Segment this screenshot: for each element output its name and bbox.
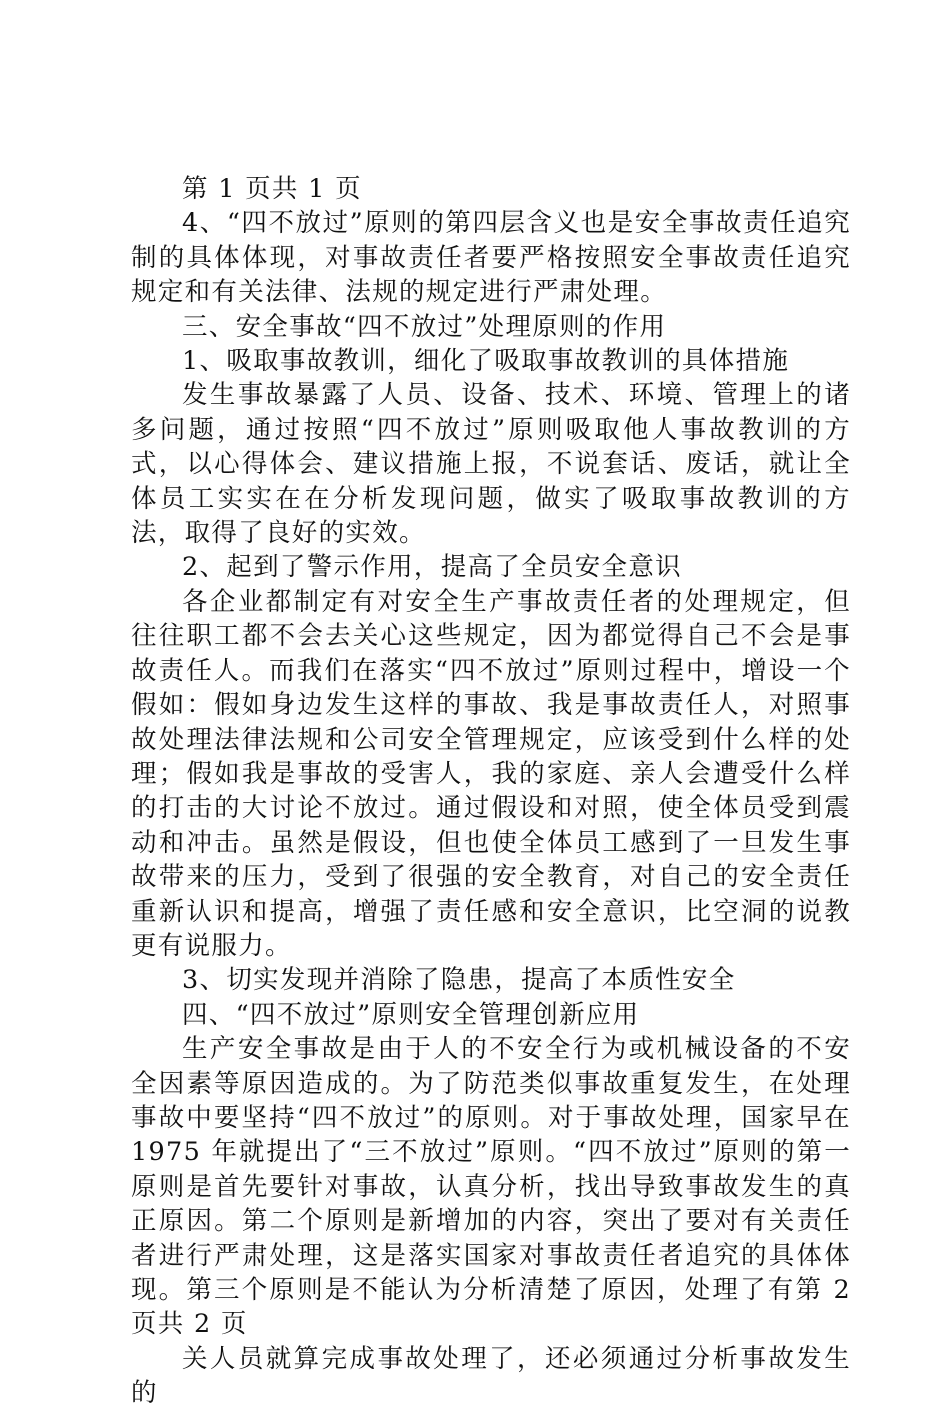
subsection-heading: 3、切实发现并消除了隐患，提高了本质性安全 (182, 965, 736, 996)
body-paragraph: 4、“四不放过”原则的第四层含义也是安全事故责任追究制的具体体现，对事故责任者要严格按照安全事故责任追究规定和有关法律、法规的规定进行严肃处理。 (131, 208, 851, 308)
subsection-heading: 2、起到了警示作用，提高了全员安全意识 (182, 552, 682, 583)
body-paragraph: 发生事故暴露了人员、设备、技术、环境、管理上的诸多问题，通过按照“四不放过”原则吸取他人事故教训的方式，以心得体会、建议措施上报，不说套话、废话，就让全体员工实实在在分析发现问题，做实了吸取事故教训的方法，取得了良好的实效。 (131, 380, 851, 549)
body-paragraph: 各企业都制定有对安全生产事故责任者的处理规定，但往往职工都不会去关心这些规定，因为都觉得自己不会是事故责任人。而我们在落实“四不放过”原则过程中，增设一个假如：假如身边发生这样的事故、我是事故责任人，对照事故处理法律法规和公司安全管理规定，应该受到什么样的处理；假如我是事故的受害人，我的家庭、亲人会遭受什么样的打击的大讨论不放过。通过假设和对照，使全体员受到震动和冲击。虽然是假设，但也使全体员工感到了一旦发生事故带来的压力，受到了很强的安全教育，对自己的安全责任重新认识和提高，增强了责任感和安全意识，比空洞的说教更有说服力。 (131, 586, 851, 961)
section-heading: 三、安全事故“四不放过”处理原则的作用 (182, 311, 667, 342)
subsection-heading: 1、吸取事故教训，细化了吸取事故教训的具体措施 (182, 346, 790, 377)
section-heading: 四、“四不放过”原则安全管理创新应用 (182, 999, 640, 1030)
document-body (131, 172, 851, 1411)
page-footer-text: 第 1 页共 1 页 (182, 174, 362, 204)
body-paragraph: 生产安全事故是由于人的不安全行为或机械设备的不安全因素等原因造成的。为了防范类似事故重复发生，在处理事故中要坚持“四不放过”的原则。对于事故处理，国家早在 1975 年就提出了“三不放过”原则。“四不放过”原则的第一原则是首先要针对事故，认真分析，找出导致事故发生的真正原因。第二个原则是新增加的内容，突出了要对有关责任者进行严肃处理，这是落实国家对事故责任者追究的具体体现。第三个原则是不能认为分析清楚了原因，处理了有第 2 页共 2 页 (131, 1034, 851, 1340)
body-paragraph: 关人员就算完成事故处理了，还必须通过分析事故发生的 (131, 1343, 851, 1409)
